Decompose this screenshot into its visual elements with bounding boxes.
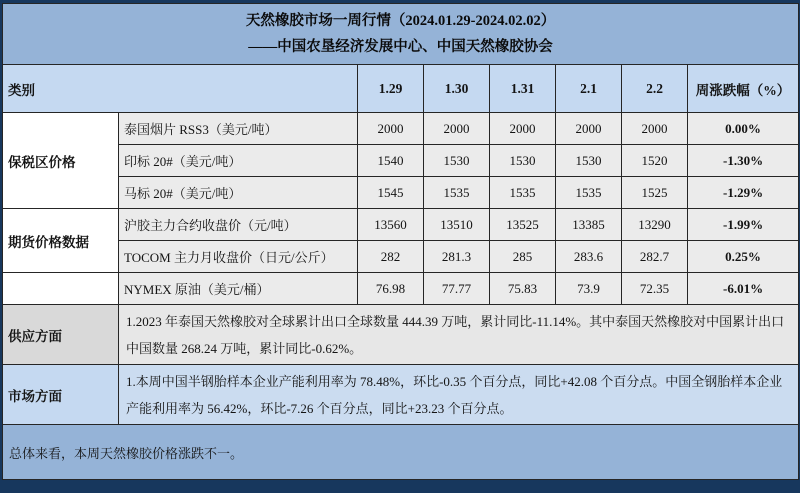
- cell-value: 1540: [358, 145, 424, 177]
- row-label: TOCOM 主力月收盘价（日元/公斤）: [119, 241, 358, 273]
- cell-value: 13290: [622, 209, 688, 241]
- cell-value: 281.3: [424, 241, 490, 273]
- cell-value: 72.35: [622, 273, 688, 305]
- cell-value: 1535: [490, 177, 556, 209]
- cell-value: 2000: [556, 113, 622, 145]
- header-date-3: 1.31: [490, 65, 556, 113]
- cell-weekly-change: 0.25%: [688, 241, 799, 273]
- cell-value: 73.9: [556, 273, 622, 305]
- cell-value: 13510: [424, 209, 490, 241]
- bottom-bar: [2, 480, 798, 493]
- cell-value: 1535: [556, 177, 622, 209]
- row-label: 泰国烟片 RSS3（美元/吨）: [119, 113, 358, 145]
- row-group-empty: [3, 273, 119, 305]
- cell-value: 285: [490, 241, 556, 273]
- column-header-row: [3, 65, 799, 113]
- cell-value: 2000: [358, 113, 424, 145]
- cell-value: 2000: [424, 113, 490, 145]
- cell-weekly-change: -1.30%: [688, 145, 799, 177]
- row-label: 印标 20#（美元/吨）: [119, 145, 358, 177]
- cell-weekly-change: 0.00%: [688, 113, 799, 145]
- cell-value: 13385: [556, 209, 622, 241]
- cell-value: 283.6: [556, 241, 622, 273]
- cell-value: 13560: [358, 209, 424, 241]
- cell-value: 2000: [490, 113, 556, 145]
- supply-section-row: [3, 305, 799, 365]
- table-row: [3, 145, 799, 177]
- cell-weekly-change: -6.01%: [688, 273, 799, 305]
- cell-value: 77.77: [424, 273, 490, 305]
- cell-weekly-change: -1.99%: [688, 209, 799, 241]
- report-title: 天然橡胶市场一周行情（2024.01.29-2024.02.02）: [245, 13, 556, 29]
- rubber-market-report-table: [2, 3, 799, 480]
- header-date-2: 1.30: [424, 65, 490, 113]
- section-label-market: 市场方面: [3, 365, 119, 425]
- cell-value: 1530: [490, 145, 556, 177]
- cell-value: 282.7: [622, 241, 688, 273]
- table-row: [3, 241, 799, 273]
- table-row: [3, 209, 799, 241]
- section-text-supply: 1.2023 年泰国天然橡胶对全球累计出口全球数量 444.39 万吨，累计同比-11.14%。其中泰国天然橡胶对中国累计出口中国数量 268.24 万吨，累计同比-0.62%。: [119, 305, 799, 365]
- cell-value: 1530: [556, 145, 622, 177]
- table-row: [3, 113, 799, 145]
- cell-value: 75.83: [490, 273, 556, 305]
- banner-row: [3, 4, 799, 65]
- cell-value: 282: [358, 241, 424, 273]
- report-banner: [3, 4, 799, 65]
- cell-value: 13525: [490, 209, 556, 241]
- header-date-1: 1.29: [358, 65, 424, 113]
- cell-value: 76.98: [358, 273, 424, 305]
- cell-value: 2000: [622, 113, 688, 145]
- summary-text: 总体来看，本周天然橡胶价格涨跌不一。: [3, 425, 799, 480]
- header-date-4: 2.1: [556, 65, 622, 113]
- cell-value: 1530: [424, 145, 490, 177]
- row-group-futures: 期货价格数据: [3, 209, 119, 273]
- row-label: NYMEX 原油（美元/桶）: [119, 273, 358, 305]
- section-label-supply: 供应方面: [3, 305, 119, 365]
- row-label: 马标 20#（美元/吨）: [119, 177, 358, 209]
- summary-row: [3, 425, 799, 480]
- table-row: [3, 177, 799, 209]
- section-text-market: 1.本周中国半钢胎样本企业产能利用率为 78.48%，环比-0.35 个百分点，同比+42.08 个百分点。中国全钢胎样本企业产能利用率为 56.42%，环比-7.26 个百分点，同比+23.23 个百分点。: [119, 365, 799, 425]
- header-category: 类别: [3, 65, 358, 113]
- table-row: [3, 273, 799, 305]
- cell-value: 1535: [424, 177, 490, 209]
- report-subtitle: ——中国农垦经济发展中心、中国天然橡胶协会: [248, 39, 553, 55]
- cell-value: 1545: [358, 177, 424, 209]
- market-section-row: [3, 365, 799, 425]
- header-weekly-change: 周涨跌幅（%）: [688, 65, 799, 113]
- row-group-bonded-zone: 保税区价格: [3, 113, 119, 209]
- row-label: 沪胶主力合约收盘价（元/吨）: [119, 209, 358, 241]
- cell-value: 1520: [622, 145, 688, 177]
- header-date-5: 2.2: [622, 65, 688, 113]
- cell-value: 1525: [622, 177, 688, 209]
- cell-weekly-change: -1.29%: [688, 177, 799, 209]
